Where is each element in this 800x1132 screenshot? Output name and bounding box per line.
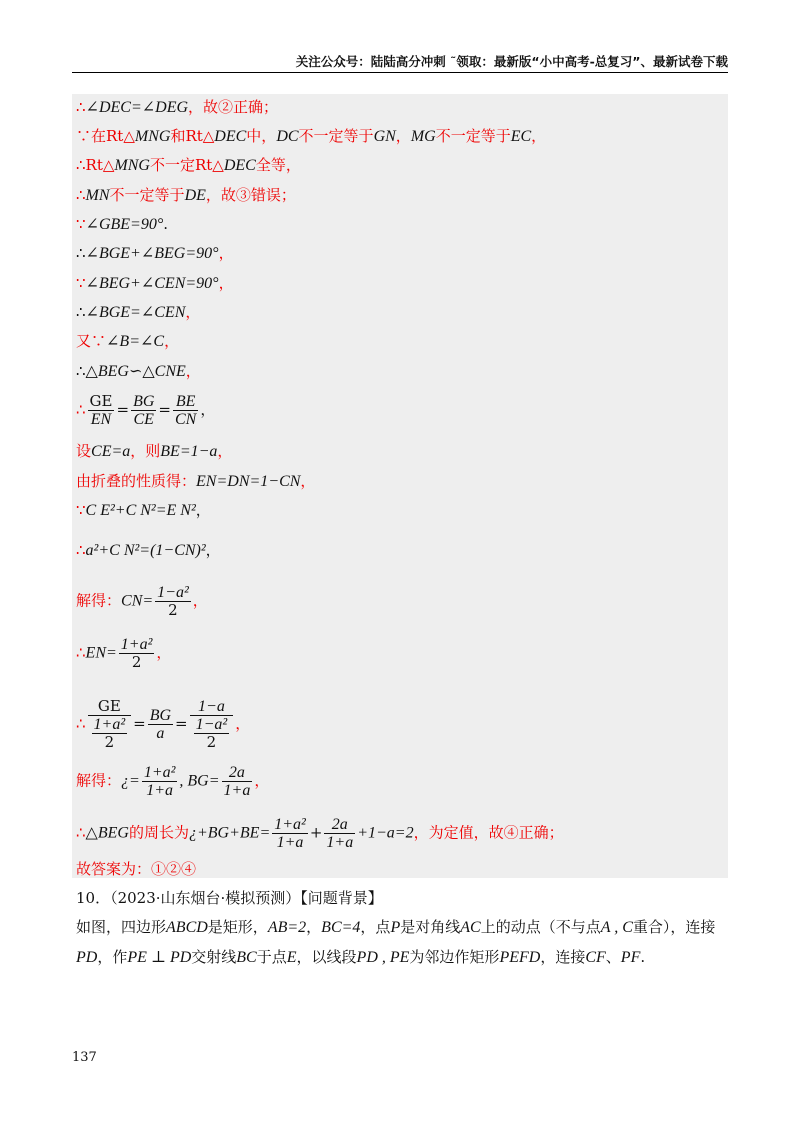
solution-line-10: ∴△BEG∽△CNE，	[76, 362, 201, 380]
page-number: 137	[72, 1050, 97, 1065]
solution-line-3: ∴Rt△MNG不一定Rt△DEC全等，	[76, 156, 301, 174]
solution-line-11: ∴ $\frac{GE}{EN}$ = $\frac{BG}{CE}$ = $\frac{BE}{CN}$ ，	[76, 392, 216, 428]
page-header: 关注公众号：陆陆高分冲刺 ˜领取：最新版“小中高考-总复习”、最新试卷下载	[295, 54, 728, 69]
solution-line-6: ∴∠BGE+∠BEG=90°，	[76, 244, 234, 262]
header-rule	[72, 72, 728, 73]
problem-line-2: 如图，四边形ABCD是矩形，AB=2，BC=4，点P是对角线AC上的动点（不与点A , C重合），连接	[76, 918, 716, 936]
problem-line-3: PD，作PE ⊥ PD交射线BC于点E，以线段PD , PE为邻边作矩形PEFD，连接CF、PF.	[76, 948, 646, 966]
problem-title: 10．（2023·山东烟台·模拟预测）【问题背景】	[76, 889, 383, 907]
solution-line-5: ∵∠GBE=90°.	[76, 215, 169, 233]
solution-line-2: ∵在Rt△MNG和Rt△DEC中，DC不一定等于GN，MG不一定等于EC，	[76, 127, 547, 145]
solution-line-18: ∴ $\frac{GE}{\frac{\text{1+a²}}{2}}$ = $\frac{BG}{a}$ = $\frac{1-a}{\frac{\text{1−a²}}{2}}$ ，	[76, 697, 251, 751]
solution-line-1: ∴∠DEC=∠DEG，故②正确；	[76, 98, 279, 116]
solution-line-15: ∴a²+C N²=(1−CN)²，	[76, 541, 221, 559]
solution-line-12: 设CE=a，则BE=1−a，	[76, 442, 233, 460]
solution-line-17: ∴EN= $\frac{\text{1+a²}}{2}$ ，	[76, 636, 172, 671]
solution-line-16: 解得：CN= $\frac{\text{1−a²}}{2}$ ，	[76, 584, 208, 619]
solution-line-19: 解得：¿= $\frac{\text{1+a²}}{1+a}$ , BG= $\frac{2a}{1+a}$ ，	[76, 764, 270, 799]
solution-line-8: ∴∠BGE=∠CEN，	[76, 303, 201, 321]
solution-line-4: ∴MN不一定等于DE，故③错误；	[76, 186, 296, 204]
solution-line-9: 又∵∠B=∠C，	[76, 332, 180, 350]
fraction: $\frac{GE}{EN}$	[89, 392, 113, 428]
solution-line-7: ∵∠BEG+∠CEN=90°，	[76, 274, 234, 292]
solution-answer: 故答案为：①②④	[76, 860, 197, 878]
solution-line-20: ∴△BEG的周长为¿+BG+BE= $\frac{\text{1+a²}}{1+a}$ + $\frac{2a}{1+a}$ +1−a=2，为定值，故④正确；	[76, 816, 564, 851]
solution-line-14: ∵C E²+C N²=E N²，	[76, 501, 211, 519]
solution-line-13: 由折叠的性质得：EN=DN=1−CN，	[76, 472, 316, 490]
